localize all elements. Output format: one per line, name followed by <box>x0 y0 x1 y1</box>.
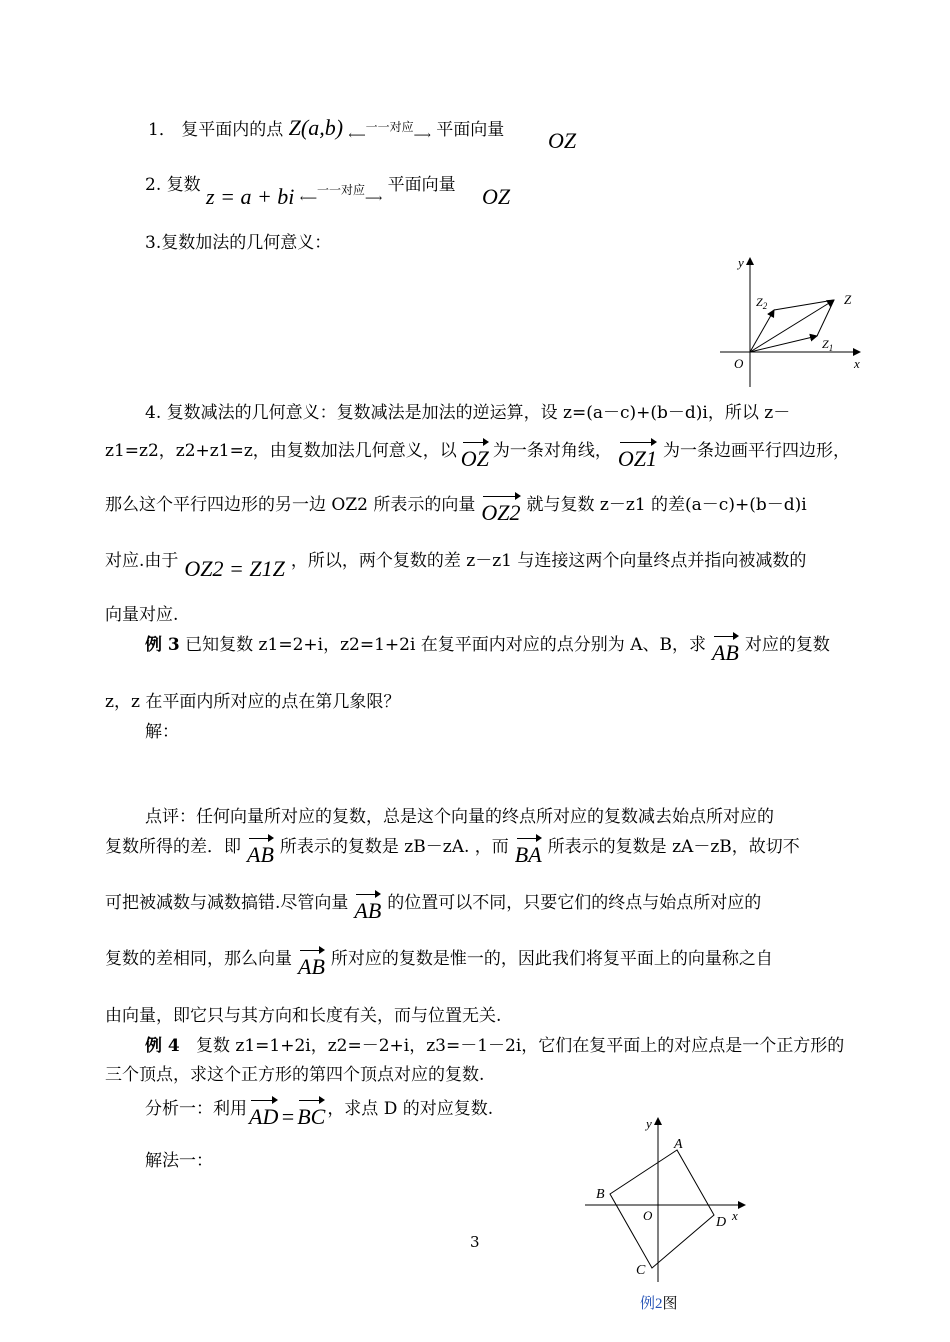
figure-complex-addition <box>712 252 872 392</box>
item-4-line-3: 那么这个平行四边形的另一边 OZ2 所表示的向量 OZ2 就与复数 z－z1 的差(a－c)+(b－d)i <box>105 495 807 525</box>
item-4-line-4: 对应.由于 OZ2 = Z1Z ，所以，两个复数的差 z－z1 与连接这两个向量终点并指向被减数的 <box>105 551 807 581</box>
example-3-solution: 解： <box>145 722 179 742</box>
square <box>610 1150 714 1268</box>
svg-text:O: O <box>643 1208 653 1223</box>
comment-line-2: 复数所得的差．即 AB 所表示的复数是 zB－zA. ，而 BA 所表示的复数是 zA－zB，故切不 <box>105 837 800 867</box>
item-2: 2. 复数 z = a + bi $_{⟵一一对应⟶}$ 平面向量 <box>145 175 456 209</box>
vector-oz2 <box>750 310 774 352</box>
svg-text:x: x <box>854 356 860 371</box>
svg-text:C: C <box>636 1263 646 1278</box>
svg-text:A: A <box>674 1137 683 1152</box>
comment-line-4: 复数的差相同，那么向量 AB 所对应的复数是惟一的，因此我们将复平面上的向量称之自 <box>105 949 773 979</box>
svg-text:D: D <box>716 1215 727 1230</box>
vector-oz1 <box>750 336 817 352</box>
example-4-line-1: 例 4 复数 z1=1+2i，z2=－2+i，z3=－1－2i，它们在复平面上的对应点是一个正方形的 <box>145 1036 845 1056</box>
svg-text:y: y <box>646 1116 652 1131</box>
item-4-line-5: 向量对应. <box>105 605 179 625</box>
comment-line-1: 点评：任何向量所对应的复数，总是这个向量的终点所对应的复数减去始点所对应的 <box>145 807 774 827</box>
svg-text:O: O <box>734 356 744 371</box>
item-2-vector: OZ <box>482 184 511 209</box>
item-4-line-1: 4. 复数减法的几何意义：复数减法是加法的逆运算，设 z=(a－c)+(b－d)i，所以 z－ <box>145 403 791 423</box>
item-4-line-2: z1=z2，z2+z1=z，由复数加法几何意义，以 OZ 为一条对角线， OZ1 为一条边画平行四边形， <box>105 441 851 471</box>
example-4-line-2: 三个顶点，求这个正方形的第四个顶点对应的复数. <box>105 1065 485 1085</box>
item-3: 3.复数加法的几何意义： <box>145 233 332 253</box>
example-4-solution: 解法一： <box>145 1151 213 1171</box>
item-1: 1． 复平面内的点 Z(a,b) $_{⟵一一对应⟶}$ 平面向量 <box>148 115 505 142</box>
svg-text:y: y <box>738 255 744 270</box>
example-3-line-1: 例 3 已知复数 z1=2+i，z2=1+2i 在复平面内对应的点分别为 A、B，求 AB 对应的复数 <box>145 635 830 665</box>
example-3-line-2: z，z 在平面内所对应的点在第几象限？ <box>105 692 401 712</box>
svg-text:Z: Z <box>844 292 852 307</box>
item-1-vector: OZ <box>548 128 577 153</box>
svg-text:x: x <box>732 1208 738 1223</box>
figure-caption: 例2图 <box>640 1294 678 1312</box>
example-4-analysis: 分析一：利用AD=BC ，求点 D 的对应复数. <box>145 1099 494 1129</box>
svg-text:B: B <box>596 1187 605 1202</box>
comment-line-3: 可把被减数与减数搞错.尽管向量 AB 的位置可以不同，只要它们的终点与始点所对应的 <box>105 893 762 923</box>
svg-text:Z1: $Z_1$ <box>822 337 834 353</box>
figure-square <box>580 1110 760 1285</box>
svg-text:Z2: $Z_2$ <box>756 295 768 311</box>
page-number: 3 <box>470 1233 480 1251</box>
comment-line-5: 由向量，即它只与其方向和长度有关，而与位置无关. <box>105 1006 502 1026</box>
